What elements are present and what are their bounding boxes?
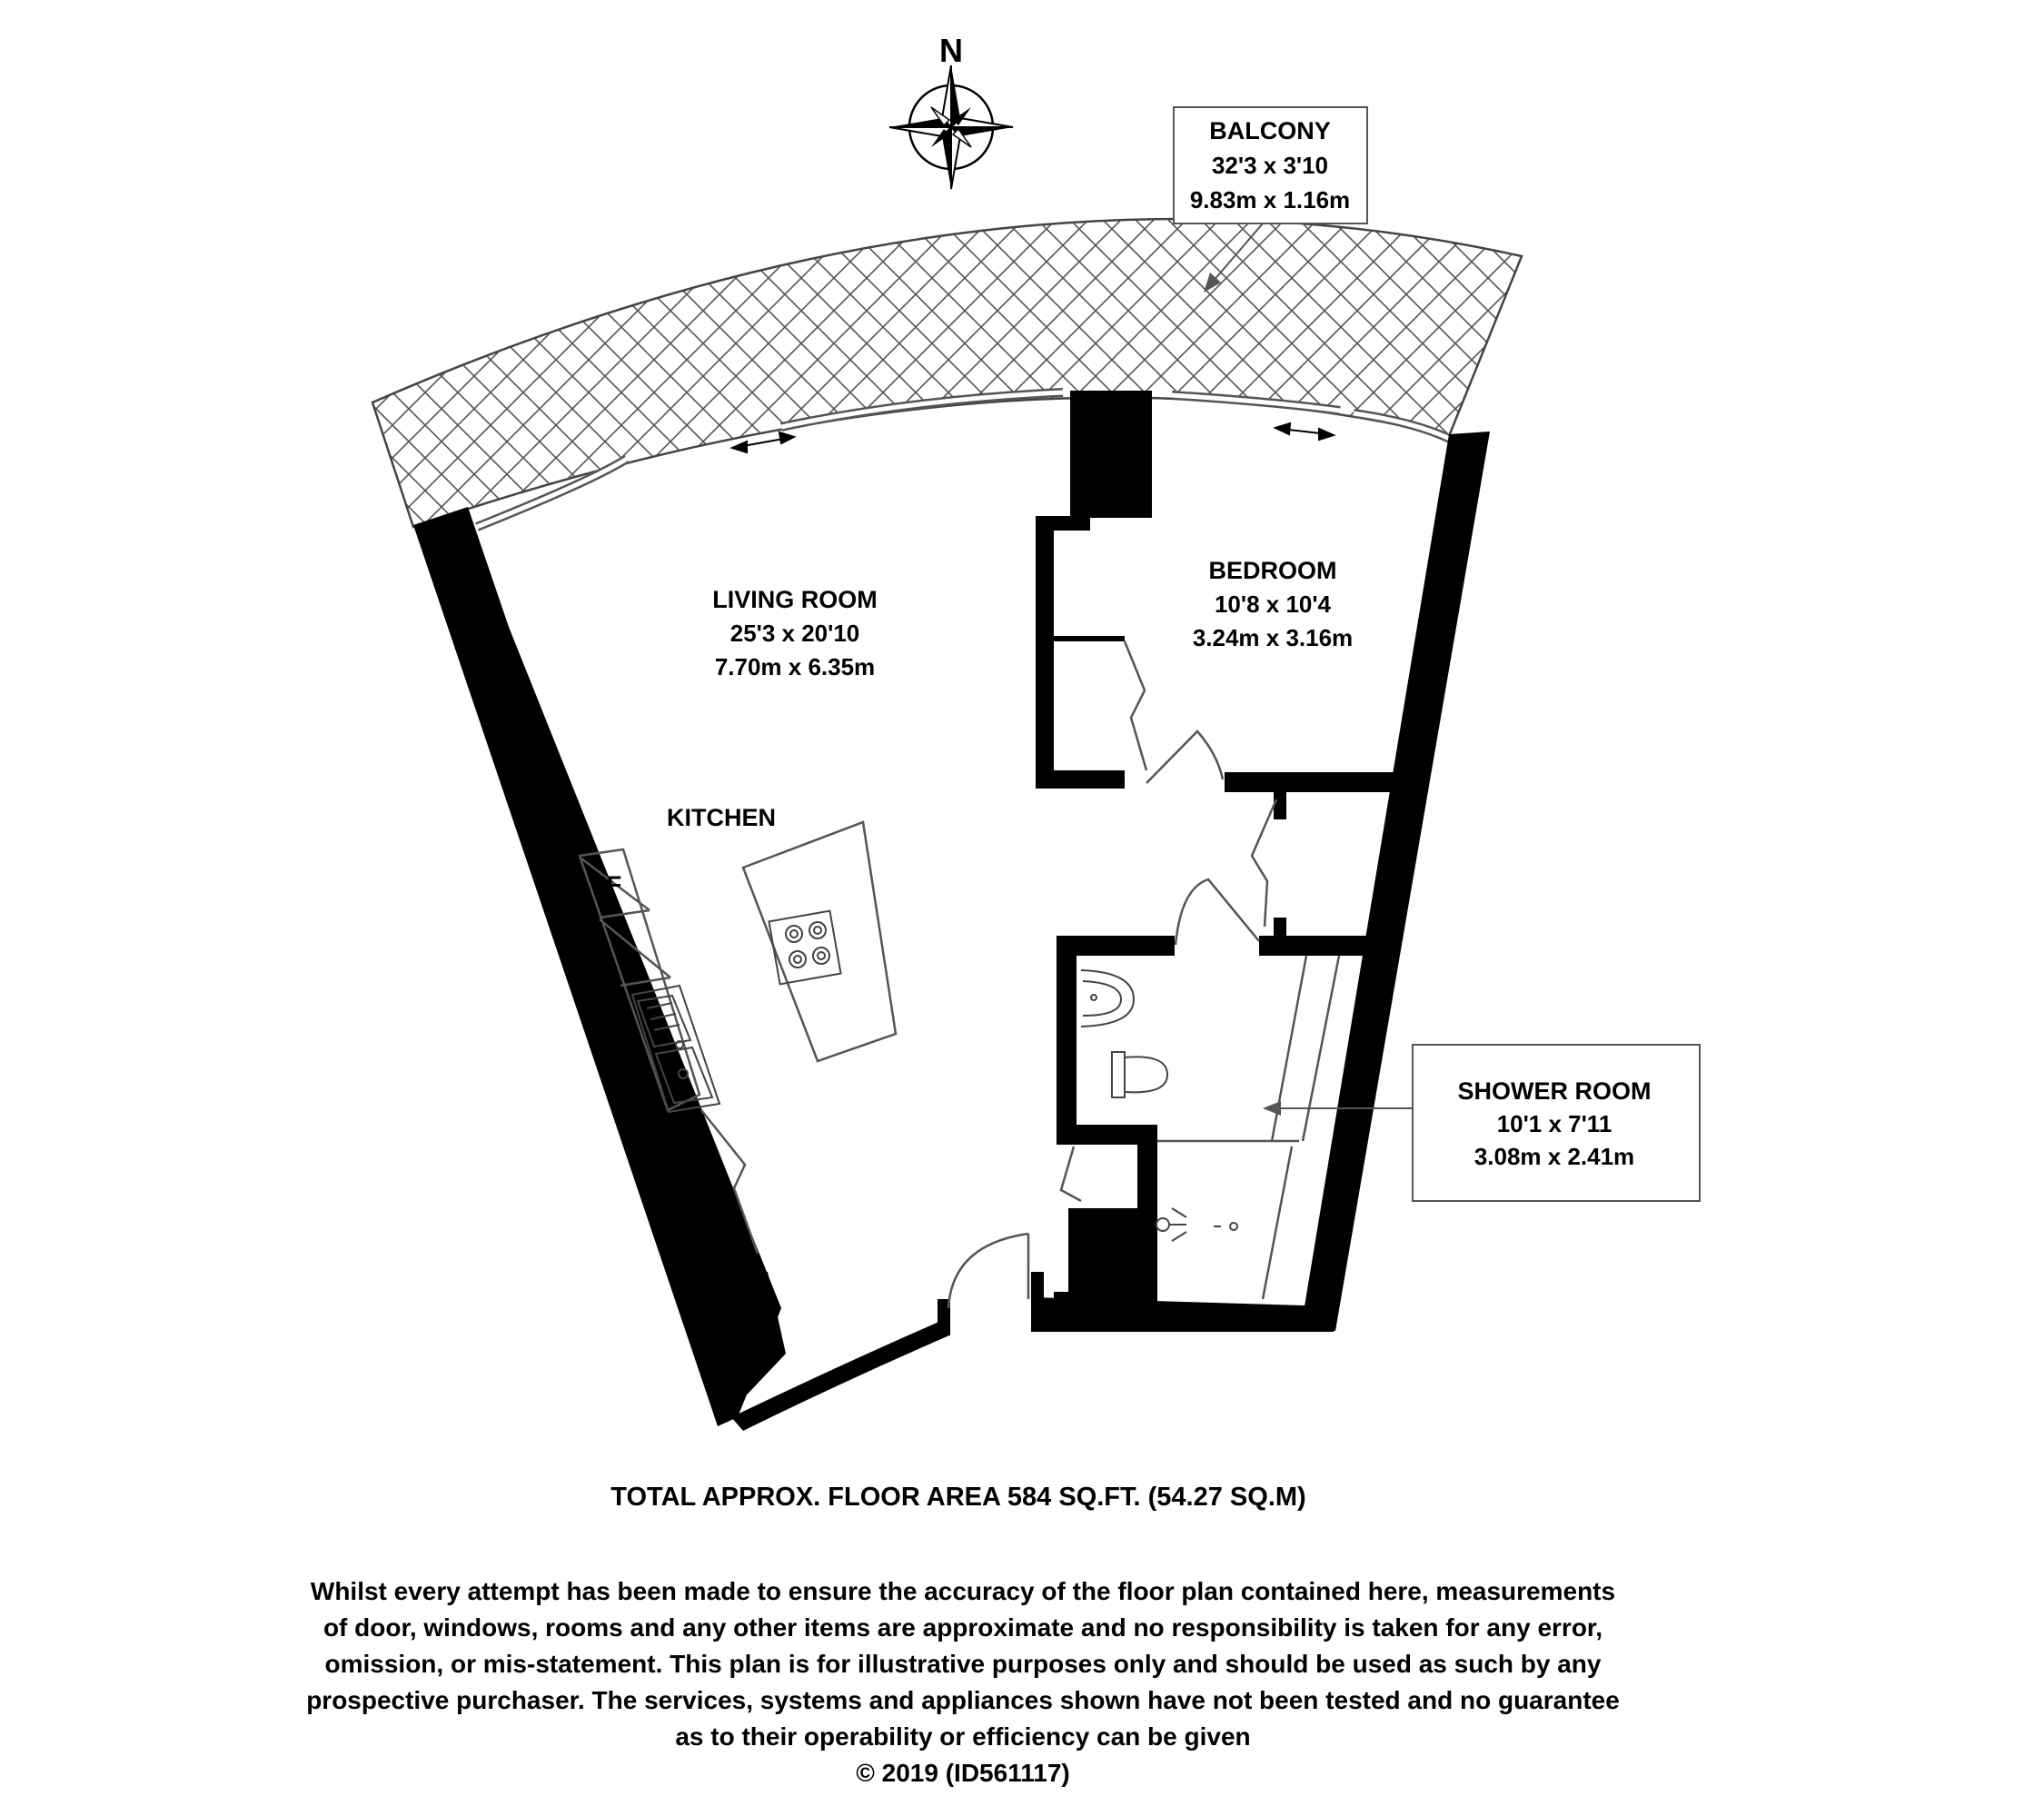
disclaimer: [273, 1573, 1653, 1791]
compass: [889, 32, 1013, 189]
bedroom-imperial: 10'8 x 10'4: [1214, 590, 1332, 618]
shower-enclosure: [1157, 956, 1339, 1299]
living-room-label: [712, 586, 878, 680]
disclaimer-line: as to their operability or efficiency can be given: [675, 1722, 1251, 1751]
copyright: © 2019 (ID561117): [856, 1759, 1070, 1787]
bedroom-name: BEDROOM: [1208, 557, 1337, 584]
shower-room-imperial: 10'1 x 7'11: [1496, 1110, 1612, 1137]
shower-room-metric: 3.08m x 2.41m: [1473, 1143, 1635, 1170]
bedroom-metric: 3.24m x 3.16m: [1192, 624, 1354, 651]
living-room-name: LIVING ROOM: [712, 586, 878, 613]
shower-room-label-box: [1413, 1045, 1700, 1201]
disclaimer-line: of door, windows, rooms and any other items are approximate and no responsibility is taken for any error,: [322, 1613, 1603, 1642]
bedroom-label: [1193, 557, 1353, 651]
total-floor-area: TOTAL APPROX. FLOOR AREA 584 SQ.FT. (54.27 SQ.M): [610, 1483, 1306, 1512]
toilet-icon: [1112, 1052, 1167, 1097]
kitchen-island: [743, 822, 896, 1061]
door-swings: [701, 641, 1276, 1308]
balcony-area: [372, 219, 1522, 527]
compass-icon: [889, 65, 1013, 189]
disclaimer-line: prospective purchaser. The services, systems and appliances shown have not been tested and no guarantee: [306, 1686, 1620, 1714]
balcony-metric: 9.83m x 1.16m: [1189, 186, 1351, 213]
living-room-metric: 7.70m x 6.35m: [714, 653, 876, 680]
balcony-imperial: 32'3 x 3'10: [1211, 152, 1329, 179]
balcony-label-box: [1174, 107, 1367, 223]
kitchen-name: KITCHEN: [667, 804, 776, 831]
north-label: N: [939, 32, 963, 69]
fridge-label: F: [606, 871, 622, 898]
disclaimer-line: omission, or mis-statement. This plan is for illustrative purposes only and should be used as such by any: [324, 1650, 1602, 1678]
shower-head-icon: [1156, 1208, 1237, 1241]
external-walls: [413, 391, 1490, 1431]
hob-icon: [769, 911, 840, 985]
basin-icon: [1081, 970, 1134, 1027]
living-room-imperial: 25'3 x 20'10: [729, 620, 860, 647]
disclaimer-line: Whilst every attempt has been made to ensure the accuracy of the floor plan contained here, measurements: [310, 1577, 1616, 1605]
shower-room-name: SHOWER ROOM: [1457, 1077, 1652, 1105]
balcony-name: BALCONY: [1209, 117, 1331, 144]
sliding-door-arrow: [1275, 423, 1334, 440]
